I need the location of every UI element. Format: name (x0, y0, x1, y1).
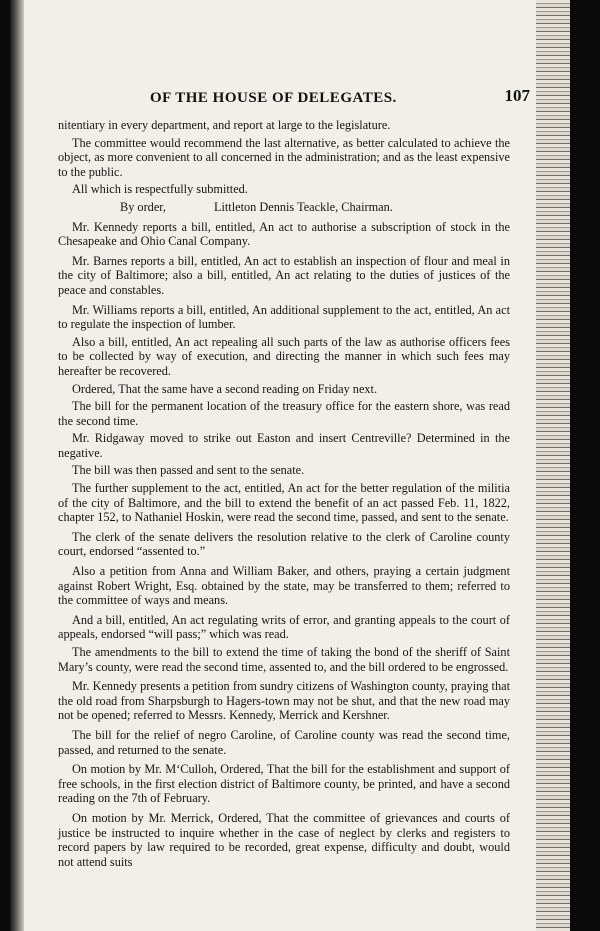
page-number: 107 (504, 86, 530, 105)
signature-name: Littleton Dennis Teackle, Chairman. (213, 199, 393, 214)
paragraph: Mr. Ridgaway moved to strike out Easton and insert Centreville? Determined in the negative. (58, 431, 510, 460)
paragraph: The further supplement to the act, entitled, An act for the better regulation of the militia of the city of Baltimore, and the bill to extend the benefit of an act passed Feb. 11, 1822, chapter 152, to Nathaniel Hoskin, were read the second time, passed, and sent to the senate. (58, 481, 510, 525)
paragraph: Ordered, That the same have a second reading on Friday next. (72, 381, 378, 396)
paragraph: On motion by Mr. Merrick, Ordered, That the committee of grievances and courts of justice be instructed to inquire whether in the case of neglect by clerks and registers to record papers by law required to be recorded, great expense, difficulty and doubt, would not attend suits (58, 810, 510, 869)
paragraph: Also a petition from Anna and William Baker, and others, praying a certain judgment against Robert Wright, Esq. obtained by the state, may be transferred to them; referred to the committee of ways and means. (58, 564, 510, 608)
paragraph: nitentiary in every department, and report at large to the legislature. (58, 118, 391, 132)
paragraph: The committee would recommend the last alternative, as better calculated to achieve the object, as more convenient to all concerned in the administration; and as the least expensive to the public. (58, 135, 510, 179)
paragraph: Mr. Williams reports a bill, entitled, An additional supplement to the act, entitled, An act to regulate the inspection of lumber. (58, 302, 510, 332)
page-header (50, 88, 530, 112)
running-head: OF THE HOUSE OF DELEGATES. (150, 90, 397, 106)
page-body (58, 118, 510, 872)
page-edge (536, 0, 570, 931)
paragraph: The bill for the permanent location of the treasury office for the eastern shore, was read the second time. (58, 399, 510, 428)
paragraph: The bill was then passed and sent to the senate. (72, 463, 305, 478)
signature-by-order: By order, (120, 199, 166, 214)
paragraph: On motion by Mr. M‘Culloh, Ordered, That the bill for the establishment and support of free schools, in the first election district of Baltimore county, be printed, and have a second reading on the 7th of February. (58, 762, 510, 806)
paragraph: Also a bill, entitled, An act repealing all such parts of the law as authorise officers fees to be collected by way of execution, and directing the manner in which such fees may hereafter be recovered. (58, 334, 510, 378)
paragraph: And a bill, entitled, An act regulating writs of error, and granting appeals to the court of appeals, endorsed “will pass;” which was read. (58, 612, 510, 642)
paragraph: Mr. Barnes reports a bill, entitled, An act to establish an inspection of flour and meal in the city of Baltimore; also a bill, entitled, An act relating to the duties of justices of the peace and constables. (58, 253, 510, 297)
page-gutter-shadow (10, 0, 24, 931)
paragraph: The bill for the relief of negro Caroline, of Caroline county was read the second time, passed, and returned to the senate. (58, 727, 510, 757)
paragraph: The amendments to the bill to extend the time of taking the bond of the sheriff of Saint Mary’s county, were read the second time, assented to, and the bill ordered to be engrossed. (58, 645, 510, 674)
book-page (10, 0, 570, 931)
paragraph: The clerk of the senate delivers the resolution relative to the clerk of Caroline county court, endorsed “assented to.” (58, 529, 510, 559)
paragraph: Mr. Kennedy presents a petition from sundry citizens of Washington county, praying that the old road from Sharpsburgh to Hagers-town may not be shut, and that the new road may not be opened; referred to Messrs. Kennedy, Merrick and Kershner. (58, 679, 510, 723)
signature-line (58, 200, 510, 215)
paragraph: All which is respectfully submitted. (72, 182, 248, 197)
paragraph: Mr. Kennedy reports a bill, entitled, An act to authorise a subscription of stock in the Chesapeake and Ohio Canal Company. (58, 219, 510, 249)
